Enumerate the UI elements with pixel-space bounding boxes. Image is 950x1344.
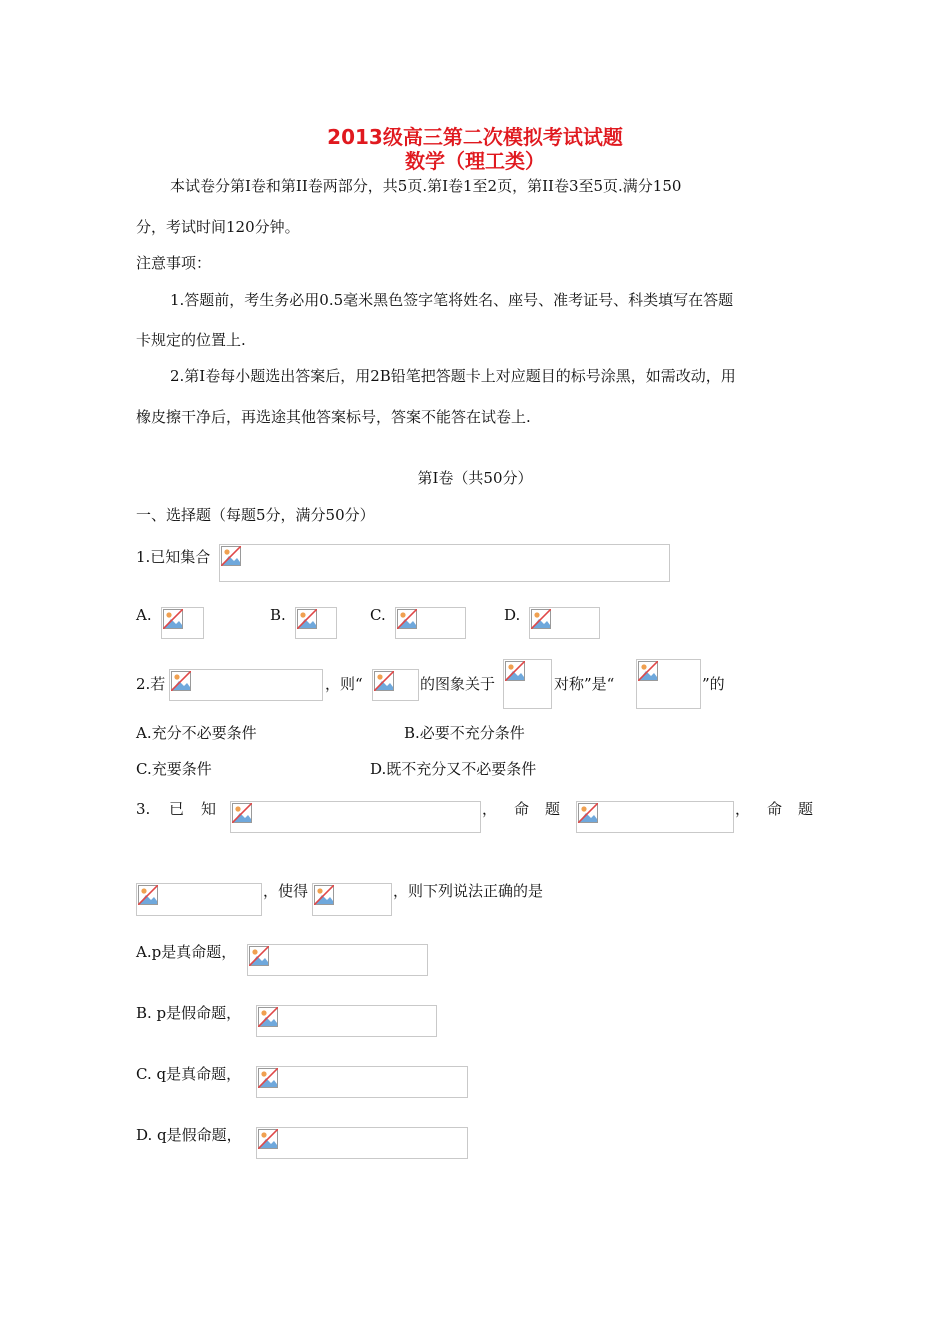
page-title: 2013级高三第二次模拟考试试题 (327, 125, 623, 149)
broken-image-icon (636, 659, 701, 709)
q1-stem: 1.已知集合 (136, 548, 211, 566)
q2-option-d: D.既不充分又不必要条件 (370, 760, 537, 778)
q3-option-a: A.p是真命题， (136, 943, 237, 961)
broken-image-icon (256, 1127, 468, 1159)
q3-text: ，则下列说法正确的是 (393, 882, 544, 900)
section-heading: 一、选择题（每题5分，满分50分） (136, 506, 375, 524)
note-2-line-1: 2.第Ⅰ卷每小题选出答案后，用2B铅笔把答题卡上对应题目的标号涂黑，如需改动，用 (170, 367, 736, 385)
q2-stem-start: 2.若 (136, 675, 166, 693)
note-2-line-2: 橡皮擦干净后，再选途其他答案标号，答案不能答在试卷上. (136, 408, 531, 426)
q3-text: 命 (514, 800, 530, 818)
broken-image-icon (256, 1066, 468, 1098)
q3-option-b: B. p是假命题， (136, 1004, 242, 1022)
q3-text: 题 (798, 800, 814, 818)
intro-line-2: 分，考试时间120分钟。 (136, 218, 300, 236)
broken-image-icon (136, 883, 262, 916)
broken-image-icon (372, 669, 419, 701)
q3-text: 已 (169, 800, 185, 818)
q2-stem-graph: 的图象关于 (420, 675, 496, 693)
broken-image-icon (395, 607, 466, 639)
broken-image-icon (503, 659, 552, 709)
q3-text: ，使得 (263, 882, 309, 900)
note-1-line-2: 卡规定的位置上. (136, 331, 246, 349)
q1-option-d-label: D. (504, 606, 521, 624)
broken-image-icon (576, 801, 734, 833)
broken-image-icon (529, 607, 600, 639)
broken-image-icon (169, 669, 323, 701)
q2-stem-symmetric: 对称”是“ (554, 675, 615, 693)
q3-number: 3. (136, 800, 151, 818)
q2-option-b: B.必要不充分条件 (404, 724, 525, 742)
q3-option-d: D. q是假命题， (136, 1126, 242, 1144)
page-subtitle: 数学（理工类） (405, 149, 545, 173)
q1-option-c-label: C. (370, 606, 386, 624)
broken-image-icon (219, 544, 670, 582)
q3-option-c: C. q是真命题， (136, 1065, 242, 1083)
q1-option-a-label: A. (136, 606, 152, 624)
broken-image-icon (230, 801, 481, 833)
broken-image-icon (256, 1005, 437, 1037)
broken-image-icon (247, 944, 428, 976)
q3-text: 题 (545, 800, 561, 818)
part-1-heading: 第Ⅰ卷（共50分） (417, 469, 533, 487)
q1-option-b-label: B. (270, 606, 286, 624)
q3-text: ， (735, 800, 751, 818)
intro-line-1: 本试卷分第Ⅰ卷和第II卷两部分，共5页.第Ⅰ卷1至2页，第II卷3至5页.满分150 (170, 177, 682, 195)
q2-stem-end: ”的 (702, 675, 725, 693)
broken-image-icon (295, 607, 337, 639)
q2-option-a: A.充分不必要条件 (136, 724, 257, 742)
note-1-line-1: 1.答题前，考生务必用0.5毫米黑色签字笔将姓名、座号、准考证号、科类填写在答题 (170, 291, 734, 309)
q3-text: 知 (201, 800, 217, 818)
q2-stem-then: ，则“ (325, 675, 363, 693)
q3-text: 命 (767, 800, 783, 818)
broken-image-icon (312, 883, 392, 916)
notes-heading: 注意事项： (136, 254, 212, 272)
q3-text: ， (482, 800, 498, 818)
broken-image-icon (161, 607, 204, 639)
q2-option-c: C.充要条件 (136, 760, 212, 778)
